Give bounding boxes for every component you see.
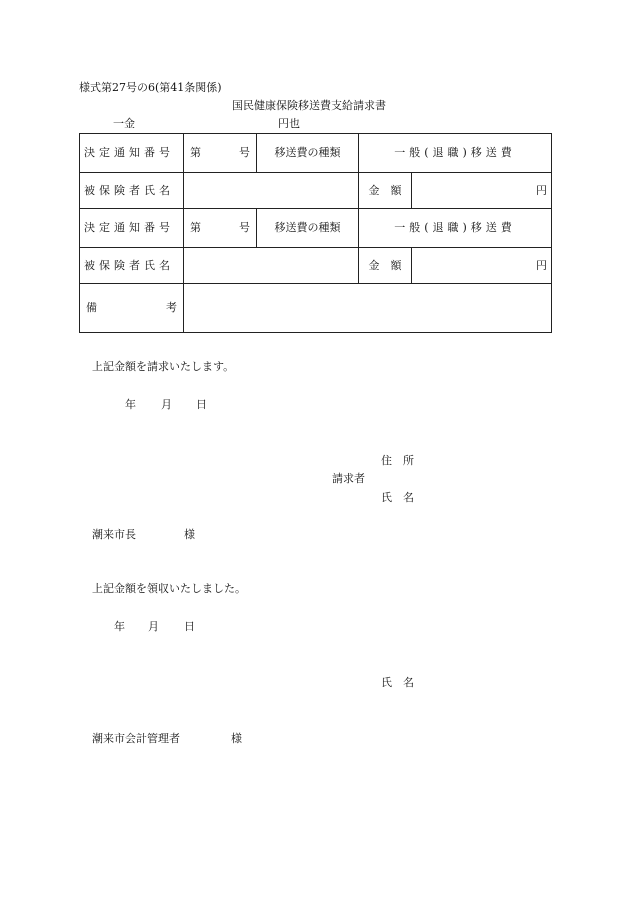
table-row-insured-2 xyxy=(80,248,552,284)
transport-type-label: 移送費の種類 xyxy=(257,209,359,248)
amount-unit: 円 xyxy=(536,258,547,272)
insured-name-field[interactable] xyxy=(184,173,359,209)
request-year: 年 xyxy=(125,398,136,411)
decision-number-field[interactable] xyxy=(184,209,257,248)
number-prefix: 第 xyxy=(190,146,201,159)
transport-type-value: 一般(退職)移送費 xyxy=(359,209,552,248)
receipt-name-label: 氏 名 xyxy=(381,676,414,689)
address-label: 住 所 xyxy=(381,454,414,467)
insured-name-label: 被保険者氏名 xyxy=(80,173,184,209)
request-name-label: 氏 名 xyxy=(381,491,414,504)
form-reference: 様式第27号の6(第41条関係) xyxy=(79,81,222,94)
receipt-statement: 上記金額を領収いたしました。 xyxy=(92,582,246,595)
claim-table xyxy=(79,133,552,333)
amount-field[interactable] xyxy=(412,173,552,209)
claimant-label: 請求者 xyxy=(332,472,365,485)
insured-name-field[interactable] xyxy=(184,248,359,284)
amount-label: 金 額 xyxy=(359,173,412,209)
number-suffix: 号 xyxy=(239,221,250,234)
decision-number-label: 決定通知番号 xyxy=(80,209,184,248)
receipt-addressee: 潮来市会計管理者 xyxy=(92,732,180,745)
receipt-year: 年 xyxy=(114,620,125,633)
document-title: 国民健康保険移送費支給請求書 xyxy=(232,99,386,112)
remarks-label xyxy=(80,284,184,333)
remarks-label-2: 考 xyxy=(166,301,177,314)
request-honorific: 様 xyxy=(184,528,195,541)
remarks-label-1: 備 xyxy=(86,301,97,314)
request-addressee: 潮来市長 xyxy=(92,528,136,541)
receipt-honorific: 様 xyxy=(231,732,242,745)
decision-number-field[interactable] xyxy=(184,134,257,173)
number-suffix: 号 xyxy=(239,146,250,159)
table-row-remarks xyxy=(80,284,552,333)
amount-label: 金 額 xyxy=(359,248,412,284)
request-statement: 上記金額を請求いたします。 xyxy=(92,360,235,373)
table-row-decision-1 xyxy=(80,134,552,173)
amount-suffix: 円也 xyxy=(278,117,300,130)
transport-type-label: 移送費の種類 xyxy=(257,134,359,173)
number-prefix: 第 xyxy=(190,221,201,234)
amount-field[interactable] xyxy=(412,248,552,284)
amount-unit: 円 xyxy=(536,183,547,197)
decision-number-label: 決定通知番号 xyxy=(80,134,184,173)
receipt-day: 日 xyxy=(184,620,195,633)
request-day: 日 xyxy=(196,398,207,411)
request-month: 月 xyxy=(161,398,172,411)
amount-prefix: 一金 xyxy=(113,117,135,130)
table-row-decision-2 xyxy=(80,209,552,248)
receipt-month: 月 xyxy=(148,620,159,633)
transport-type-value: 一般(退職)移送費 xyxy=(359,134,552,173)
insured-name-label: 被保険者氏名 xyxy=(80,248,184,284)
table-row-insured-1 xyxy=(80,173,552,209)
remarks-field[interactable] xyxy=(184,284,552,333)
